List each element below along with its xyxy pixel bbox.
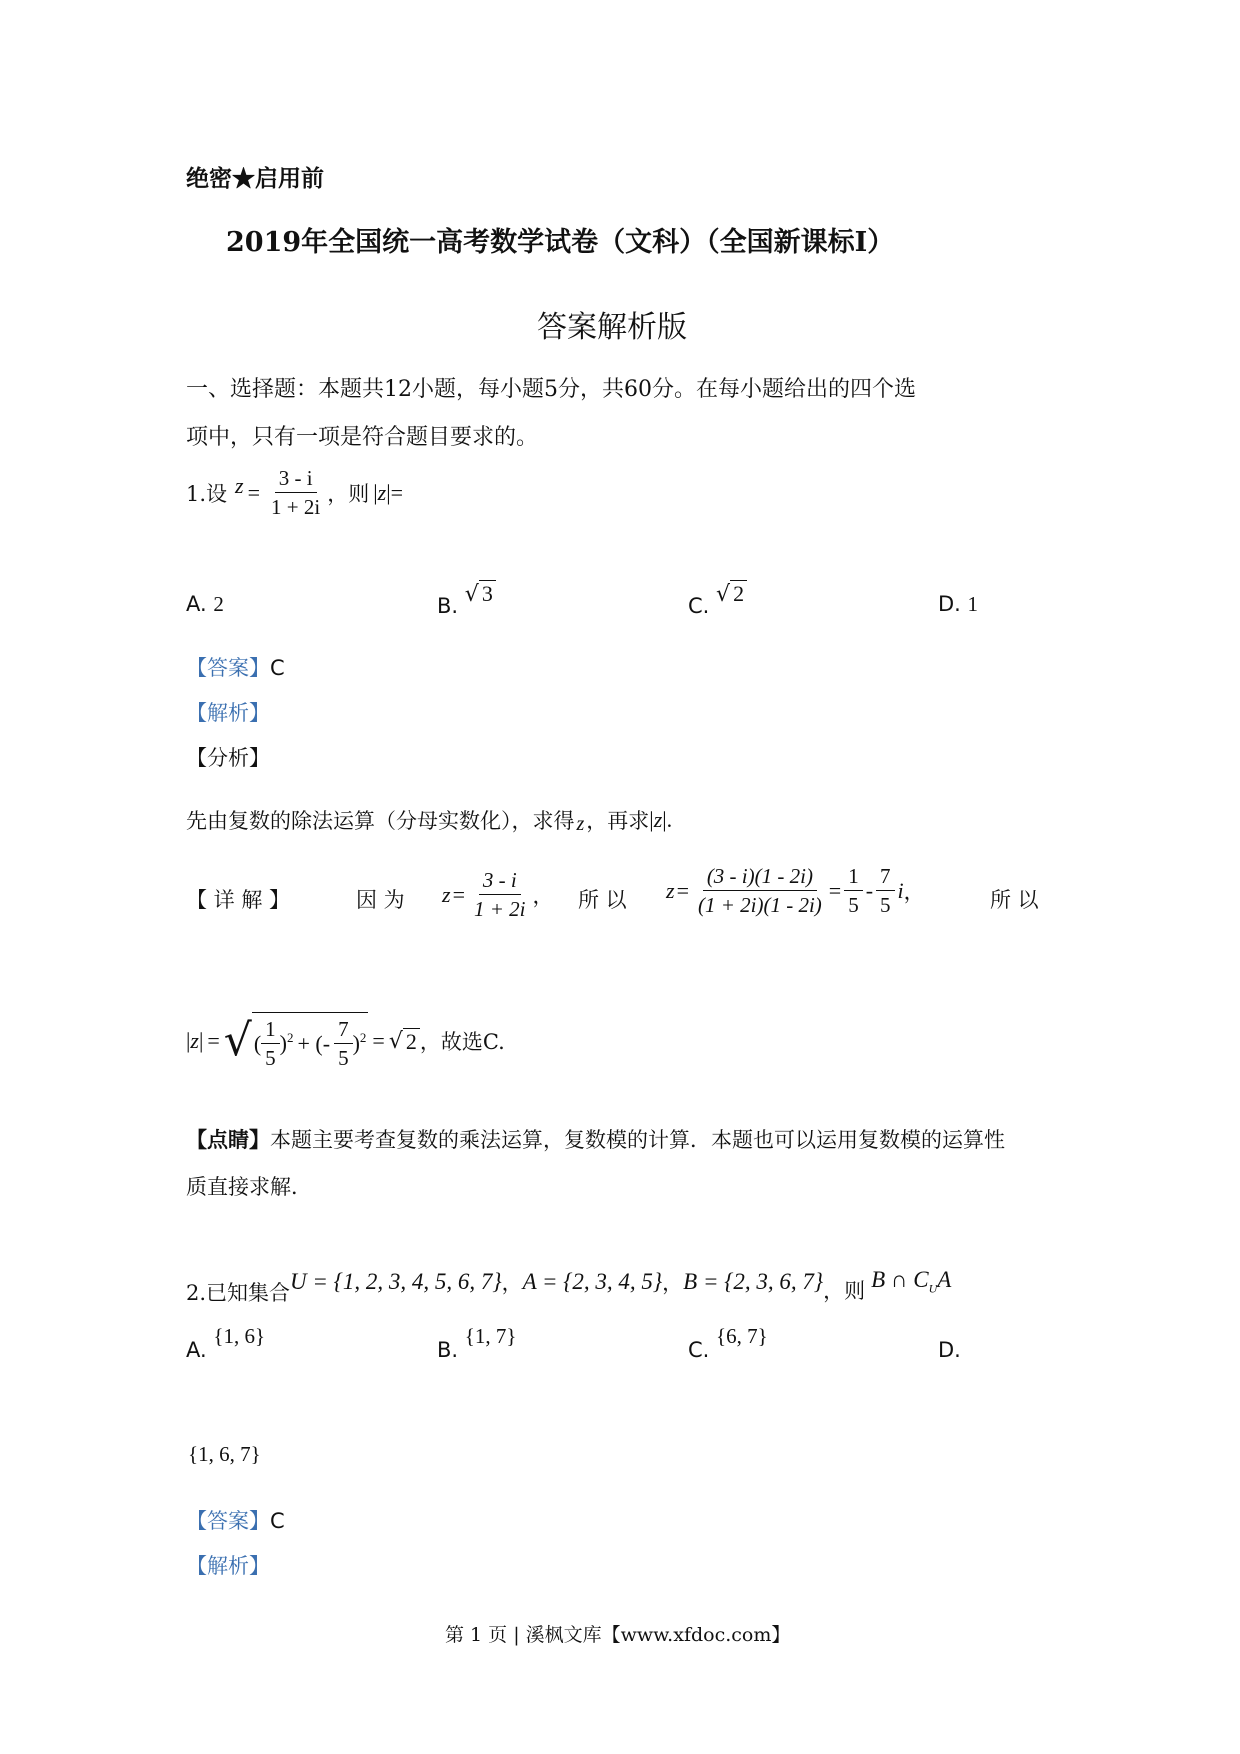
- q1-option-d-value: 1: [967, 592, 979, 616]
- q2-comma-2: ，: [662, 1271, 684, 1295]
- page-subtitle: 答案解析版: [537, 310, 687, 345]
- q1-modulus-eq: =: [207, 1028, 220, 1054]
- q2-option-d-value: {1, 6, 7}: [188, 1442, 261, 1466]
- q1-option-b: [437, 580, 496, 618]
- q1-modulus-z: |z|=: [373, 479, 403, 505]
- q1-detail-minus: -: [865, 877, 874, 903]
- q1-option-a-label: A.: [186, 592, 207, 616]
- q1-var-z: z: [235, 472, 244, 498]
- sqrt-icon: √: [223, 1015, 252, 1067]
- q1-fraction: [267, 466, 324, 519]
- q2-set-u: U = {1, 2, 3, 4, 5, 6, 7}: [290, 1269, 502, 1294]
- q2-option-d-label: D.: [938, 1338, 961, 1362]
- sqrt-icon: √: [388, 1028, 403, 1054]
- q2-option-a-label: A.: [186, 1338, 207, 1362]
- q1-detail-text-2: 所 以: [578, 888, 627, 912]
- q1-option-c-value: 2: [730, 580, 747, 607]
- q1-modulus-radicand: [252, 1012, 369, 1070]
- q1-option-a: [186, 592, 224, 617]
- question-1: [186, 466, 403, 519]
- q1-detail-eq3: =: [828, 877, 842, 903]
- q2-option-b-label: B.: [437, 1338, 459, 1362]
- q2-option-b: [437, 1324, 517, 1363]
- q1-fenxi-text-1: 先由复数的除法运算（分母实数化），求得: [186, 808, 575, 833]
- q1-modulus-frac-2-num: 7: [334, 1017, 353, 1044]
- q1-detail-fraction-4-num: 7: [876, 864, 895, 891]
- q2-option-a-value: {1, 6}: [213, 1324, 266, 1348]
- q1-detail-text-3: 所 以: [990, 888, 1039, 912]
- q1-modulus-paren-2: )$^2$: [279, 1030, 294, 1056]
- q2-set-a: A = {2, 3, 4, 5}: [522, 1269, 663, 1294]
- q2-option-a: [186, 1324, 266, 1363]
- q1-answer: [186, 652, 285, 682]
- q1-detail-comma-1: ，: [532, 883, 554, 908]
- q1-modulus-frac-2-den: 5: [338, 1046, 349, 1071]
- q1-detail-i: i: [897, 877, 904, 903]
- q1-detail-fraction-4: [876, 864, 895, 917]
- q1-detail-z: z: [442, 881, 451, 907]
- section-intro-line2: 项中，只有一项是符合题目要求的。: [186, 425, 539, 450]
- q1-modulus-paren-1: (: [253, 1030, 262, 1056]
- q2-query-end: A: [937, 1267, 952, 1293]
- q1-fenxi-text-2: ，再求: [586, 808, 650, 833]
- q1-detail-z2: z: [666, 877, 675, 903]
- q1-modulus-lhs: |z|: [186, 1028, 204, 1054]
- page-footer: 第 1 页 | 溪枫文库【www.xfdoc.com】: [445, 1624, 791, 1646]
- q2-option-b-value: {1, 7}: [464, 1324, 517, 1348]
- q2-then: ，则: [823, 1279, 866, 1303]
- q1-modulus-paren-3: )$^2$: [352, 1030, 367, 1056]
- question-2-prefix: 2.已知集合: [186, 1281, 291, 1305]
- q1-fraction-numerator: 3 - i: [275, 466, 317, 493]
- q1-detail-fraction-1-num: 3 - i: [479, 868, 521, 895]
- q1-fenxi-modz: |z|.: [649, 806, 673, 832]
- q1-modulus-frac-1-num: 1: [261, 1017, 280, 1044]
- q1-detail-fraction-3-den: 5: [848, 893, 859, 918]
- q1-modulus-line: [186, 1012, 505, 1070]
- q1-detail-fraction-2-den: (1 + 2i)(1 - 2i): [697, 893, 822, 918]
- q1-detail-expr-2: [666, 864, 925, 917]
- q1-option-a-value: 2: [213, 592, 224, 616]
- q1-dianjing-line2: 质直接求解．: [186, 1175, 312, 1199]
- page-title: 2019年全国统一高考数学试卷（文科）（全国新课标Ⅰ）: [226, 227, 895, 258]
- q1-modulus-frac-1: [261, 1017, 280, 1070]
- q1-modulus-frac-1-den: 5: [265, 1046, 276, 1071]
- q2-answer: [186, 1505, 285, 1535]
- q2-query-main: B ∩ C: [871, 1267, 929, 1293]
- secret-label: 绝密★启用前: [186, 165, 324, 192]
- q2-query: [871, 1267, 951, 1297]
- q2-set-b: B = {2, 3, 6, 7}: [683, 1269, 824, 1294]
- sqrt-icon: √: [464, 582, 479, 607]
- q1-modulus-eq2: =: [372, 1028, 385, 1054]
- q1-detail-text-1: 因 为: [356, 888, 405, 912]
- section-intro-line1: 一、选择题：本题共12小题，每小题5分，共60分。在每小题给出的四个选: [186, 377, 916, 402]
- q1-detail-fraction-4-den: 5: [880, 893, 891, 918]
- q1-conclusion: ，故选C.: [419, 1030, 505, 1055]
- q1-option-b-label: B.: [437, 594, 459, 618]
- q1-modulus-result: 2: [403, 1028, 420, 1055]
- q1-detail-eq2: =: [676, 877, 689, 903]
- sqrt-icon: √: [716, 582, 731, 607]
- q2-query-sub: U: [928, 1281, 938, 1296]
- q1-equals: =: [247, 479, 261, 505]
- q1-dianjing-line1: [186, 1124, 1005, 1154]
- q1-detail-fraction-3-num: 1: [844, 864, 863, 891]
- q1-option-b-value: 3: [479, 580, 496, 607]
- q1-fenxi-z: z: [576, 813, 585, 835]
- q1-detail-eq: =: [452, 881, 465, 907]
- q1-detail-fraction-2: [694, 864, 826, 917]
- q1-fraction-denominator: 1 + 2i: [271, 495, 321, 520]
- question-1-suffix: ，则: [327, 481, 370, 506]
- q1-detail-fraction-3: [844, 864, 863, 917]
- q2-answer-tag: 【答案】: [186, 1509, 270, 1533]
- question-1-prefix: 1.设: [186, 481, 228, 506]
- q1-option-c: [688, 580, 747, 618]
- q1-detail-fraction-2-num: (3 - i)(1 - 2i): [703, 864, 817, 891]
- q1-detail-fraction-1-den: 1 + 2i: [473, 897, 526, 922]
- q2-option-c: [688, 1324, 768, 1363]
- q1-dianjing-text1: 本题主要考查复数的乘法运算，复数模的计算．本题也可以运用复数模的运算性: [270, 1128, 1005, 1152]
- q1-detail-comma-2: ，: [903, 879, 925, 904]
- q1-fenxi-tag: 【分析】: [186, 746, 270, 770]
- q1-option-d-label: D.: [938, 592, 961, 616]
- q1-detail-expr-1: [442, 868, 554, 921]
- q1-dianjing-tag: 【点睛】: [186, 1127, 270, 1152]
- q1-detail-tag: 【 详 解 】: [186, 888, 291, 912]
- q1-option-c-label: C.: [688, 594, 710, 618]
- q2-option-c-label: C.: [688, 1338, 710, 1362]
- q1-answer-value: C: [270, 656, 285, 680]
- q2-answer-value: C: [270, 1509, 285, 1533]
- q2-option-c-value: {6, 7}: [716, 1324, 768, 1348]
- q1-modulus-plus: + (-: [297, 1030, 331, 1056]
- q2-comma-1: ，: [501, 1271, 523, 1295]
- q1-option-d: [938, 592, 978, 617]
- question-2: [186, 1257, 951, 1307]
- q1-modulus-frac-2: [334, 1017, 353, 1070]
- q1-answer-tag: 【答案】: [186, 656, 270, 680]
- q1-fenxi-text: [186, 803, 672, 836]
- q2-analysis-tag: 【解析】: [186, 1554, 270, 1578]
- q1-detail-fraction-1: [470, 868, 530, 921]
- q1-analysis-tag: 【解析】: [186, 701, 270, 725]
